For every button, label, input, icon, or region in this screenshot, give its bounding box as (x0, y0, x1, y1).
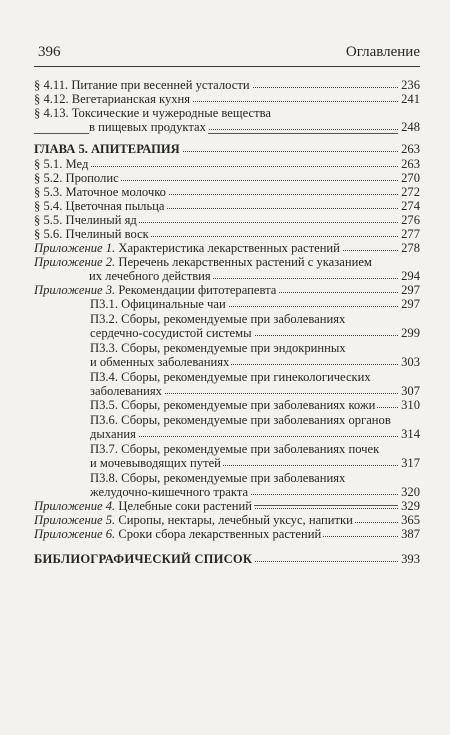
toc-subentry: П3.2. Сборы, рекомендуемые при заболеваниях (90, 312, 346, 326)
toc-bibliography: БИБЛИОГРАФИЧЕСКИЙ СПИСОК 393 (34, 552, 420, 566)
toc-appendix: Приложение 5. Сиропы, нектары, лечебный уксус, напитки 365 (34, 513, 420, 527)
toc-page: 310 (398, 398, 420, 412)
toc-subentry: П3.7. Сборы, рекомендуемые при заболеваниях почек (90, 442, 380, 456)
toc-entry: § 5.4. Цветочная пыльца 274 (34, 199, 420, 213)
page-header (38, 44, 420, 62)
toc-page: 278 (398, 241, 420, 255)
running-title: Оглавление (345, 44, 420, 60)
toc-page: 294 (398, 269, 420, 283)
toc-subentry: П3.6. Сборы, рекомендуемые при заболеваниях органов (90, 413, 391, 427)
toc-page: 236 (398, 78, 420, 92)
toc-entry-continuation: и мочевыводящих путей 317 (90, 456, 420, 470)
toc-entry-continuation: в пищевых продуктах 248 (89, 120, 420, 134)
toc-appendix: Приложение 6. Сроки сбора лекарственных растений 387 (34, 527, 420, 541)
toc-chapter: ГЛАВА 5. АПИТЕРАПИЯ 263 (34, 142, 420, 156)
toc-entry: § 5.2. Прополис 270 (34, 171, 420, 185)
toc-subentry: П3.4. Сборы, рекомендуемые при гинекологических (90, 370, 371, 384)
toc-page: 299 (398, 326, 420, 340)
toc-entry: § 5.1. Мед 263 (34, 157, 420, 171)
toc-page: 317 (398, 456, 420, 470)
toc-page: 320 (398, 485, 420, 499)
toc-entry-continuation: сердечно-сосудистой системы 299 (90, 326, 420, 340)
toc-page: 393 (398, 552, 420, 566)
toc-page: 329 (398, 499, 420, 513)
toc-subentry: П3.1. Официнальные чаи 297 (90, 297, 420, 311)
toc-entry: § 4.12. Вегетарианская кухня 241 (34, 92, 420, 106)
toc-page: 270 (398, 171, 420, 185)
toc-subentry: П3.8. Сборы, рекомендуемые при заболеваниях (90, 471, 346, 485)
toc-page: 272 (398, 185, 420, 199)
toc-page: 297 (398, 297, 420, 311)
toc-bibliography-spacer (34, 517, 420, 531)
toc-entry: § 5.5. Пчелиный яд 276 (34, 213, 420, 227)
toc-subentry: П3.3. Сборы, рекомендуемые при эндокринных (90, 341, 346, 355)
toc-entry-continuation: и обменных заболеваниях 303 (90, 355, 420, 369)
toc-page: 276 (398, 213, 420, 227)
page-number: 396 (38, 44, 61, 60)
toc-page: 277 (398, 227, 420, 241)
toc-appendix: Приложение 1. Характеристика лекарственных растений 278 (34, 241, 420, 255)
toc-page: 263 (398, 157, 420, 171)
toc-page: 248 (398, 120, 420, 134)
toc-page: 263 (398, 142, 420, 156)
toc-entry-continuation: их лечебного действия 294 (89, 269, 420, 283)
toc-entry-continuation: дыхания 314 (90, 427, 420, 441)
toc-page: 303 (398, 355, 420, 369)
toc-appendix: Приложение 3. Рекомендации фитотерапевта 297 (34, 283, 420, 297)
toc-appendix: Приложение 4. Целебные соки растений 329 (34, 499, 420, 513)
toc-page: 241 (398, 92, 420, 106)
toc-entry: § 5.6. Пчелиный воск 277 (34, 227, 420, 241)
toc-page: 387 (398, 527, 420, 541)
toc-page: 365 (398, 513, 420, 527)
toc-page: 314 (398, 427, 420, 441)
toc-entry: § 5.3. Маточное молочко 272 (34, 185, 420, 199)
toc-subentry: П3.5. Сборы, рекомендуемые при заболеваниях кожи 310 (90, 398, 420, 412)
toc-entry: § 4.13. Токсические и чужеродные вещества (34, 106, 271, 120)
toc-appendix: Приложение 2. Перечень лекарственных растений с указанием (34, 255, 372, 269)
toc-page: 307 (398, 384, 420, 398)
toc-page: 274 (398, 199, 420, 213)
header-rule (34, 66, 420, 67)
toc-page: 297 (398, 283, 420, 297)
toc-entry-continuation: желудочно-кишечного тракта 320 (90, 485, 420, 499)
toc-entry-continuation: заболеваниях 307 (90, 384, 420, 398)
toc-entry: § 4.11. Питание при весенней усталости 236 (34, 78, 420, 92)
